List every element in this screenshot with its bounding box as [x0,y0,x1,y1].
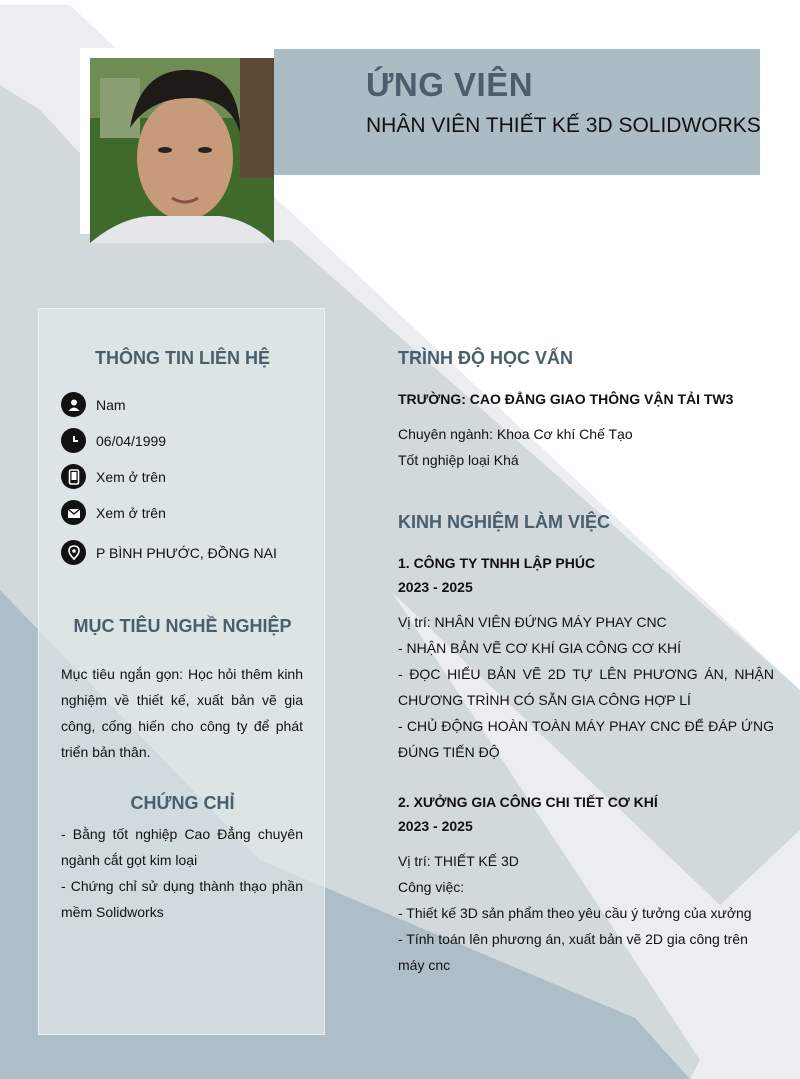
job-detail: - Tính toán lên phương án, xuất bản vẽ 2D gia công trên máy cnc [398,931,748,973]
job-detail: Công việc: [398,879,465,895]
contact-address-text: P BÌNH PHƯỚC, ĐỒNG NAI [96,544,277,561]
job-detail: - CHỦ ĐỘNG HOÀN TOÀN MÁY PHAY CNC ĐỂ ĐÁP ỨNG ĐÚNG TIẾN ĐỘ [398,718,774,760]
certificate-item: - Chứng chỉ sử dụng thành thạo phần mềm Solidworks [61,878,303,920]
education-grade: Tốt nghiệp loại Khá [398,452,519,468]
contact-email-text: Xem ở trên [96,504,166,521]
job-period: 2023 - 2025 [398,818,473,834]
user-icon [61,392,86,417]
certificate-item: - Bằng tốt nghiệp Cao Đẳng chuyên ngành cắt gọt kim loại [61,826,303,868]
contact-address [61,540,277,565]
education-school: TRƯỜNG: CAO ĐẲNG GIAO THÔNG VẬN TẢI TW3 [398,391,734,407]
profile-photo [90,58,274,243]
job-detail: - Thiết kế 3D sản phẩm theo yêu cầu ý tưởng của xưởng [398,905,752,921]
education-major: Chuyên ngành: Khoa Cơ khí Chế Tạo [398,426,633,442]
job-detail: - NHẬN BẢN VẼ CƠ KHÍ GIA CÔNG CƠ KHÍ [398,640,682,656]
contact-gender [61,392,126,417]
contact-birthdate-text: 06/04/1999 [96,432,167,449]
mail-icon [61,500,86,525]
contact-title: THÔNG TIN LIÊN HỆ [95,348,270,368]
job-detail: Vị trí: THIẾT KẾ 3D [398,853,519,869]
experience-title: KINH NGHIỆM LÀM VIỆC [398,512,611,532]
job-detail: - ĐỌC HIỂU BẢN VẼ 2D TỰ LÊN PHƯƠNG ÁN, NHẬN CHƯƠNG TRÌNH CÓ SẴN GIA CÔNG HỢP LÍ [398,666,774,708]
sidebar-panel [38,308,325,1035]
contact-phone [61,464,166,489]
candidate-role: NHÂN VIÊN THIẾT KẾ 3D SOLIDWORKS [366,114,761,137]
objective-text: Mục tiêu ngắn gọn: Học hỏi thêm kinh nghiệm về thiết kế, xuất bản vẽ gia công, cống hiến cho công ty để phát triển bản thân. [61,666,303,760]
certificates-title: CHỨNG CHỈ [130,793,235,813]
job-company: 1. CÔNG TY TNHH LẬP PHÚC [398,555,596,571]
location-icon [61,540,86,565]
contact-birthdate [61,428,166,453]
contact-gender-text: Nam [96,396,126,413]
phone-icon [61,464,86,489]
objective-title: MỤC TIÊU NGHỀ NGHIỆP [73,616,292,636]
contact-phone-text: Xem ở trên [96,468,166,485]
job-detail: Vị trí: NHÂN VIÊN ĐỨNG MÁY PHAY CNC [398,614,667,630]
contact-email [61,500,166,525]
candidate-name: ỨNG VIÊN [366,66,534,103]
job-period: 2023 - 2025 [398,579,473,595]
clock-icon [61,428,86,453]
education-title: TRÌNH ĐỘ HỌC VẤN [398,348,573,368]
job-company: 2. XƯỞNG GIA CÔNG CHI TIẾT CƠ KHÍ [398,794,658,810]
